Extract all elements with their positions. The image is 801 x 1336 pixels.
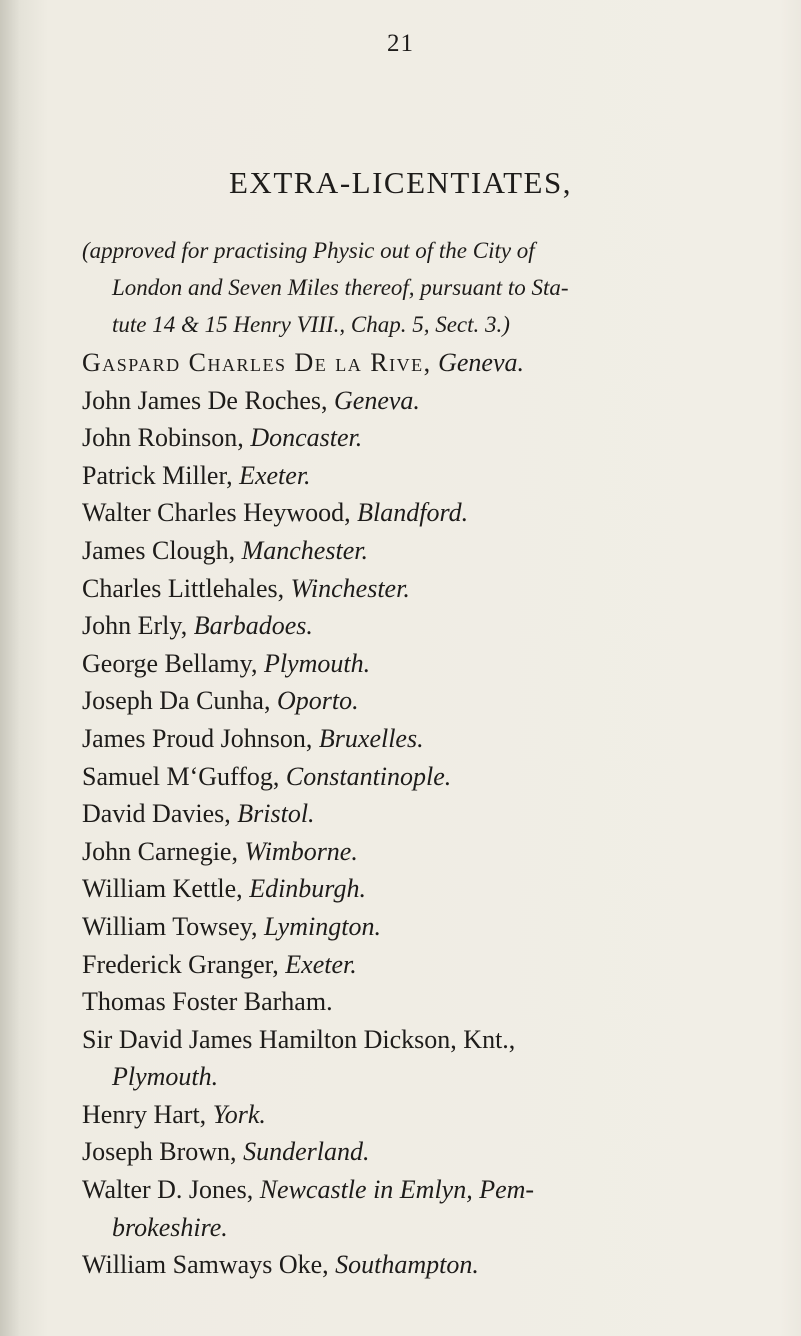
entry-place: Manchester. [241, 535, 368, 565]
list-item [82, 795, 782, 833]
entry-name: William Towsey, [82, 911, 258, 941]
list-item [82, 833, 782, 871]
entry-place: Edinburgh. [249, 874, 366, 904]
list-item [82, 983, 782, 1021]
list-item [82, 1021, 782, 1059]
entry-name: Henry Hart, [82, 1099, 207, 1129]
entry-name: Sir David James Hamilton Dickson, Knt., [82, 1024, 516, 1054]
page-number: 21 [387, 30, 414, 57]
entry-name: Samuel M‘Guffog, [82, 761, 280, 791]
entry-name: William Samways Oke, [82, 1250, 329, 1280]
list-item-continuation [82, 1209, 782, 1247]
subtitle-line-2: London and Seven Miles thereof, pursuant to Sta- [112, 275, 569, 300]
list-item [82, 607, 782, 645]
entry-name: John Robinson, [82, 423, 244, 453]
entry-place: Doncaster. [250, 423, 363, 453]
entry-place: Blandford. [357, 498, 469, 528]
entry-name: George Bellamy, [82, 648, 258, 678]
entry-name: Frederick Granger, [82, 949, 279, 979]
list-item [82, 382, 782, 420]
entry-place: Exeter. [239, 460, 311, 490]
page-title: EXTRA-LICENTIATES, [229, 165, 572, 200]
entry-name: Joseph Brown, [82, 1137, 237, 1167]
list-item [82, 494, 782, 532]
list-item [82, 908, 782, 946]
entry-place: Barbadoes. [193, 611, 313, 641]
entry-name: Walter Charles Heywood, [82, 498, 351, 528]
entry-place-continuation: brokeshire. [112, 1212, 228, 1242]
entry-place: Geneva. [334, 385, 420, 415]
entry-place: Sunderland. [243, 1137, 370, 1167]
entry-place: Lymington. [264, 911, 381, 941]
entry-name: John Carnegie, [82, 836, 238, 866]
entry-place: Oporto. [276, 686, 359, 716]
entry-name: Charles Littlehales, [82, 573, 285, 603]
entry-place-continuation: Plymouth. [112, 1062, 219, 1092]
entry-place: Winchester. [290, 573, 410, 603]
list-item [82, 720, 782, 758]
entry-place: Newcastle in Emlyn, Pem- [259, 1175, 535, 1205]
entry-name: John Erly, [82, 611, 188, 641]
entry-place: Southampton. [335, 1250, 479, 1280]
list-item [82, 682, 782, 720]
list-item [82, 570, 782, 608]
entry-place: Wimborne. [244, 836, 358, 866]
list-item [82, 946, 782, 984]
entry-name: Patrick Miller, [82, 460, 233, 490]
list-item [82, 645, 782, 683]
list-item [82, 1171, 782, 1209]
entry-place: Bruxelles. [318, 723, 424, 753]
entry-place: Plymouth. [263, 648, 371, 678]
list-item [82, 532, 782, 570]
entry-name: Walter D. Jones, [82, 1175, 254, 1205]
entry-name: David Davies, [82, 799, 231, 829]
subtitle-line-3: tute 14 & 15 Henry VIII., Chap. 5, Sect. 3.) [112, 312, 510, 337]
entry-name: William Kettle, [82, 874, 243, 904]
entry-name: John James De Roches, [82, 385, 328, 415]
list-item [82, 1246, 782, 1284]
entry-place: Exeter. [285, 949, 357, 979]
entry-name: Joseph Da Cunha, [82, 686, 271, 716]
entry-place: Constantinople. [285, 761, 452, 791]
subtitle [82, 232, 772, 343]
entry-name: James Proud Johnson, [82, 723, 313, 753]
list-item-continuation [82, 1058, 782, 1096]
list-item [82, 870, 782, 908]
entry-name: Gaspard Charles De la Rive, [82, 348, 432, 377]
subtitle-line-1: (approved for practising Physic out of the City of [82, 238, 535, 263]
entry-name: James Clough, [82, 535, 236, 565]
entry-place: Geneva. [438, 348, 524, 377]
list-item [82, 1133, 782, 1171]
licentiate-list [82, 344, 782, 1284]
list-item [82, 758, 782, 796]
entry-place: York. [212, 1099, 266, 1129]
list-item [82, 1096, 782, 1134]
entry-name: Thomas Foster Barham. [82, 987, 333, 1017]
list-item [82, 419, 782, 457]
entry-place: Bristol. [237, 799, 315, 829]
list-item [82, 457, 782, 495]
list-item [82, 344, 782, 382]
